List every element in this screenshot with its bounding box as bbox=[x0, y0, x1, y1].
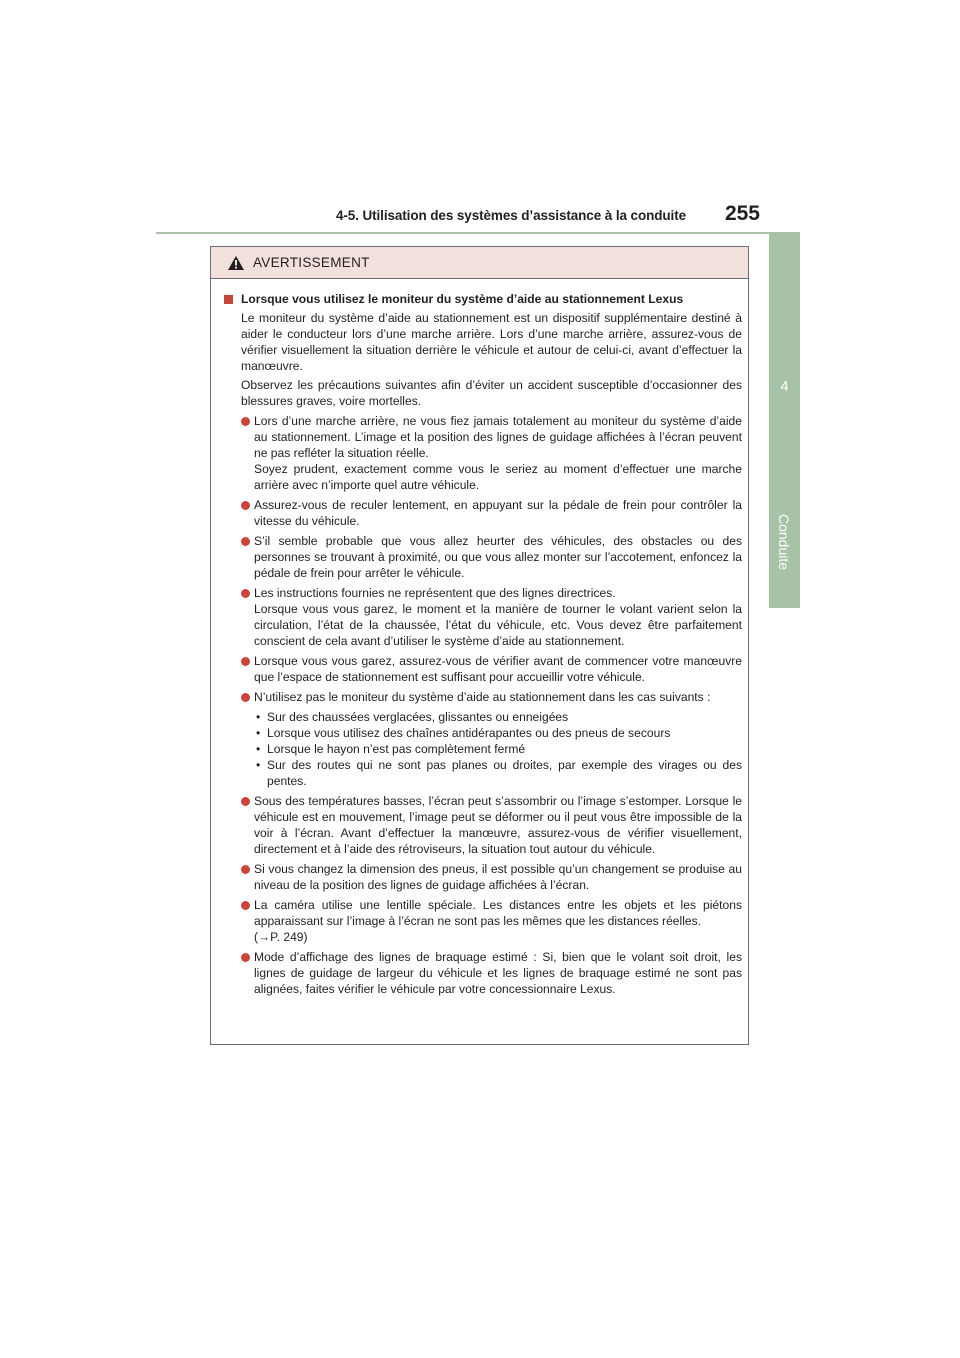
list-item bbox=[223, 497, 742, 529]
page-header bbox=[156, 200, 800, 234]
sub-bullet-mark: • bbox=[256, 758, 261, 772]
bullet-text: Sous des températures basses, l’écran peut s’assombrir ou l’image s’estomper. Lorsque le véhicule est en mouvement, l’image peut se déformer ou il peut vous être impossible de la voir à l’écran. Avant d’effectuer la manœuvre, assurez-vous de vérifier visuellement, directement et à l’aide des rétroviseurs, la situation tout autour du véhicule. bbox=[254, 794, 742, 856]
square-bullet-icon bbox=[224, 295, 233, 304]
bullet-dot-icon bbox=[241, 693, 250, 702]
intro-paragraph: Observez les précautions suivantes afin d’éviter un accident susceptible d’occasionner des blessures graves, voire mortelles. bbox=[241, 378, 742, 408]
bullet-dot-icon bbox=[241, 797, 250, 806]
bullet-dot-icon bbox=[241, 589, 250, 598]
bullet-text: Si vous changez la dimension des pneus, il est possible qu’un changement se produise au niveau de la position des lignes de guidage affichées à l’écran. bbox=[254, 862, 742, 892]
sub-bullet-mark: • bbox=[256, 742, 261, 756]
bullet-dot-icon bbox=[241, 417, 250, 426]
warning-header bbox=[211, 247, 748, 279]
sub-list-item: • Sur des chaussées verglacées, glissantes ou enneigées bbox=[256, 710, 569, 724]
bullet-text: La caméra utilise une lentille spéciale. Les distances entre les objets et les piétons apparaissant sur l’image à l’écran ne sont pas les mêmes que les distances réelles. bbox=[254, 898, 742, 928]
sub-list-item: • Sur des routes qui ne sont pas planes ou droites, par exemple des virages ou des pentes. bbox=[256, 758, 742, 788]
header-rule bbox=[156, 232, 800, 234]
sub-bullet-mark: • bbox=[256, 726, 261, 740]
page-reference[interactable]: (→P. 249) bbox=[254, 930, 308, 944]
warning-label: AVERTISSEMENT bbox=[253, 255, 370, 270]
bullet-dot-icon bbox=[241, 901, 250, 910]
bullet-dot-icon bbox=[241, 537, 250, 546]
bullet-dot-icon bbox=[241, 865, 250, 874]
list-item bbox=[223, 793, 742, 857]
list-item bbox=[223, 585, 742, 649]
warning-box bbox=[210, 246, 749, 1045]
list-item bbox=[223, 861, 742, 893]
bullet-text: Lorsque vous vous garez, assurez-vous de vérifier avant de commencer votre manœuvre que l’espace de stationnement est suffisant pour accueillir votre véhicule. bbox=[254, 654, 742, 684]
bullet-text: Soyez prudent, exactement comme vous le seriez au moment d’effectuer une marche arrière avec n’importe quel autre véhicule. bbox=[254, 462, 742, 492]
bullet-dot-icon bbox=[241, 657, 250, 666]
chapter-side-tab bbox=[769, 234, 800, 608]
list-item bbox=[223, 533, 742, 581]
list-item bbox=[223, 653, 742, 685]
bullet-dot-icon bbox=[241, 501, 250, 510]
list-item bbox=[223, 689, 742, 705]
warning-triangle-icon bbox=[227, 255, 245, 271]
bullet-text: S’il semble probable que vous allez heurter des véhicules, des obstacles ou des personnes se trouvant à proximité, ou que vous allez monter sur l’accotement, enfoncez la pédale de frein pour arrêter le véhicule. bbox=[254, 534, 742, 580]
list-item bbox=[223, 413, 742, 493]
sub-list bbox=[223, 709, 742, 789]
chapter-title: 4-5. Utilisation des systèmes d’assistance à la conduite bbox=[335, 208, 686, 223]
list-item bbox=[223, 897, 742, 945]
intro-paragraph: Le moniteur du système d’aide au stationnement est un dispositif supplémentaire destiné à aider le conducteur lors d’une marche arrière. Lors d’une marche arrière, assurez-vous de vérifier visuellement la situation derrière le véhicule et autour de celui-ci, avant d’effectuer la manœuvre. bbox=[241, 311, 742, 373]
sub-list-item: • Lorsque le hayon n’est pas complètement fermé bbox=[256, 742, 526, 756]
section-title: Lorsque vous utilisez le moniteur du système d’aide au stationnement Lexus bbox=[223, 291, 742, 307]
bullet-text: Assurez-vous de reculer lentement, en appuyant sur la pédale de frein pour contrôler la vitesse du véhicule. bbox=[254, 498, 742, 528]
list-item bbox=[223, 949, 742, 997]
chapter-label: Conduite bbox=[776, 513, 792, 571]
bullet-text: Les instructions fournies ne représentent que des lignes directrices. bbox=[254, 586, 616, 600]
sub-list-item: • Lorsque vous utilisez des chaînes antidérapantes ou des pneus de secours bbox=[256, 726, 671, 740]
chapter-number: 4 bbox=[780, 378, 789, 395]
bullet-text: N’utilisez pas le moniteur du système d’aide au stationnement dans les cas suivants : bbox=[254, 690, 711, 704]
warning-body bbox=[211, 279, 748, 997]
bullet-text: Lors d’une marche arrière, ne vous fiez jamais totalement au moniteur du système d’aide au stationnement. L’image et la position des lignes de guidage affichées à l’écran peuvent ne pas refléter la situation réelle. bbox=[254, 414, 742, 460]
page-number: 255 bbox=[724, 202, 760, 225]
bullet-dot-icon bbox=[241, 953, 250, 962]
sub-bullet-mark: • bbox=[256, 710, 261, 724]
bullet-text: Lorsque vous vous garez, le moment et la manière de tourner le volant varient selon la circulation, l’état de la chaussée, l’état du véhicule, etc. Vous devez être parfaitement conscient de cela avant d’utiliser le système d’aide au stationnement. bbox=[254, 602, 742, 648]
bullet-text: Mode d’affichage des lignes de braquage estimé : Si, bien que le volant soit droit, les lignes de guidage de largeur du véhicule et les lignes de braquage estimé ne sont pas alignées, faites vérifier le véhicule par votre concessionnaire Lexus. bbox=[254, 950, 742, 996]
